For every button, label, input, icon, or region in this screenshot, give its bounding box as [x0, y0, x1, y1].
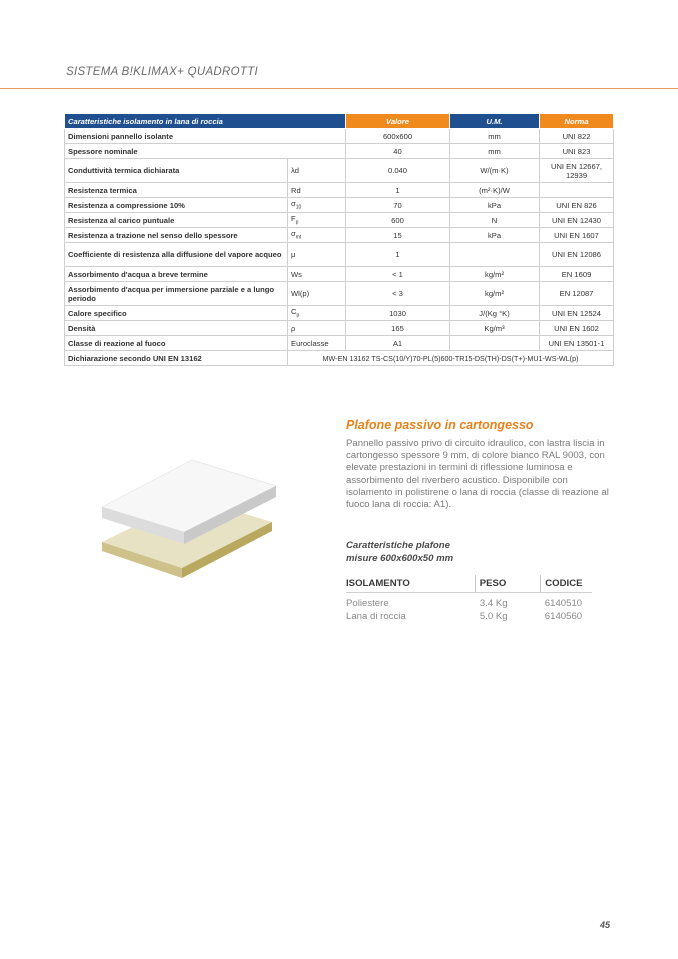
product-table-header	[346, 575, 592, 593]
row-value: 70	[346, 198, 450, 213]
row-norm: UNI EN 12086	[540, 243, 614, 267]
row-symbol: Euroclasse	[288, 336, 346, 351]
row-symbol: ρ	[288, 321, 346, 336]
product-table	[346, 575, 592, 623]
row-symbol: μ	[288, 243, 346, 267]
row-value: < 3	[346, 282, 450, 306]
row-norm: UNI EN 12524	[540, 306, 614, 321]
table-row	[65, 282, 614, 306]
row-label: Resistenza al carico puntuale	[65, 213, 288, 228]
row-value: 1	[346, 243, 450, 267]
row-norm: UNI EN 1602	[540, 321, 614, 336]
row-unit: kg/m²	[450, 282, 540, 306]
table-row	[65, 306, 614, 321]
product-subtitle	[346, 540, 453, 565]
row-unit: N	[450, 213, 540, 228]
row-value: < 1	[346, 267, 450, 282]
row-value: A1	[346, 336, 450, 351]
row-unit: W/(m·K)	[450, 159, 540, 183]
row-label: Resistenza a trazione nel senso dello spessore	[65, 228, 288, 243]
row-label: Conduttività termica dichiarata	[65, 159, 288, 183]
table-row	[65, 129, 614, 144]
specs-header-unit: U.M.	[450, 114, 540, 129]
row-unit: J/(Kg °K)	[450, 306, 540, 321]
row-symbol: $\sigma_{mt}$	[288, 228, 346, 243]
table-row	[65, 243, 614, 267]
table-row	[65, 267, 614, 282]
row-norm: UNI EN 13501-1	[540, 336, 614, 351]
row-symbol: Rd	[288, 183, 346, 198]
specs-header-row	[65, 114, 614, 129]
row-label: Assorbimento d'acqua a breve termine	[65, 267, 288, 282]
row-unit	[450, 243, 540, 267]
row-label: Spessore nominale	[65, 144, 346, 159]
table-row	[65, 321, 614, 336]
product-subtitle-line1: Caratteristiche plafone	[346, 540, 450, 551]
cell-peso: 3.4 Kg	[479, 598, 508, 609]
row-unit: mm	[450, 129, 540, 144]
ceiling-panel-illustration	[100, 450, 300, 580]
row-unit	[450, 336, 540, 351]
row-label: Coefficiente di resistenza alla diffusione del vapore acqueo	[65, 243, 288, 267]
cell-peso: 5.0 Kg	[479, 611, 508, 622]
table-row	[65, 228, 614, 243]
specs-header-norm: Norma	[540, 114, 614, 129]
product-row	[346, 597, 592, 610]
product-description: Pannello passivo privo di circuito idraulico, con lastra liscia in cartongesso spessore 9 mm, di colore bianco RAL 9003, con elevate prestazioni in termini di riflessione luminosa e assorbimento del riverbero acustico. Disponibile con isolamento in polistirene o lana di roccia (classe di reazione al fuoco lana di roccia: A1).	[346, 438, 609, 511]
row-label: Assorbimento d'acqua per immersione parziale e a lungo periodo	[65, 282, 288, 306]
header-codice: CODICE	[540, 575, 592, 592]
row-value: 165	[346, 321, 450, 336]
row-symbol: $F_p$	[288, 213, 346, 228]
row-unit: kPa	[450, 198, 540, 213]
table-row	[65, 183, 614, 198]
declaration-value: MW-EN 13162 TS-CS(10/Y)70-PL(5)600-TR15-DS(TH)-DS(T+)-MU1-WS-WL(p)	[288, 351, 614, 366]
row-label: Resistenza a compressione 10%	[65, 198, 288, 213]
row-symbol: λd	[288, 159, 346, 183]
row-label: Resistenza termica	[65, 183, 288, 198]
product-title: Plafone passivo in cartongesso	[346, 418, 534, 432]
row-value: 15	[346, 228, 450, 243]
table-row	[65, 213, 614, 228]
header-isolamento: ISOLAMENTO	[346, 578, 410, 589]
row-label: Dimensioni pannello isolante	[65, 129, 346, 144]
specs-header-value: Valore	[346, 114, 450, 129]
cell-codice: 6140560	[544, 611, 583, 622]
row-norm: UNI 823	[540, 144, 614, 159]
row-unit: kPa	[450, 228, 540, 243]
row-unit: (m²·K)/W	[450, 183, 540, 198]
row-unit: mm	[450, 144, 540, 159]
row-value: 600	[346, 213, 450, 228]
row-unit: kg/m²	[450, 267, 540, 282]
row-label: Densità	[65, 321, 288, 336]
row-norm: UNI EN 1607	[540, 228, 614, 243]
row-norm: UNI EN 12430	[540, 213, 614, 228]
declaration-label: Dichiarazione secondo UNI EN 13162	[65, 351, 288, 366]
row-symbol: Wl(p)	[288, 282, 346, 306]
row-value: 1	[346, 183, 450, 198]
product-subtitle-line2: misure 600x600x50 mm	[346, 552, 454, 564]
header-peso: PESO	[475, 575, 540, 592]
table-row	[65, 351, 614, 366]
row-norm: EN 12087	[540, 282, 614, 306]
specs-header-characteristics: Caratteristiche isolamento in lana di roccia	[65, 114, 346, 129]
specs-table	[64, 113, 614, 366]
row-value: 600x600	[346, 129, 450, 144]
row-norm: UNI 822	[540, 129, 614, 144]
row-symbol: Ws	[288, 267, 346, 282]
row-value: 40	[346, 144, 450, 159]
row-label: Calore specifico	[65, 306, 288, 321]
cell-isolamento: Lana di roccia	[346, 611, 406, 622]
table-row	[65, 144, 614, 159]
header-divider	[0, 88, 678, 89]
row-unit: Kg/m³	[450, 321, 540, 336]
row-norm: EN 1609	[540, 267, 614, 282]
row-value: 1030	[346, 306, 450, 321]
cell-isolamento: Poliestere	[346, 598, 389, 609]
row-norm	[540, 183, 614, 198]
cell-codice: 6140510	[544, 598, 583, 609]
row-symbol: $\sigma_{10}$	[288, 198, 346, 213]
table-row	[65, 159, 614, 183]
row-value: 0.040	[346, 159, 450, 183]
row-norm: UNI EN 826	[540, 198, 614, 213]
page-number: 45	[600, 920, 611, 930]
row-norm: UNI EN 12667, 12939	[540, 159, 614, 183]
page-header-title: SISTEMA B!KLIMAX+ QUADROTTI	[66, 66, 259, 78]
table-row	[65, 198, 614, 213]
row-symbol: $C_p$	[288, 306, 346, 321]
table-row	[65, 336, 614, 351]
product-row	[346, 610, 592, 623]
row-label: Classe di reazione al fuoco	[65, 336, 288, 351]
